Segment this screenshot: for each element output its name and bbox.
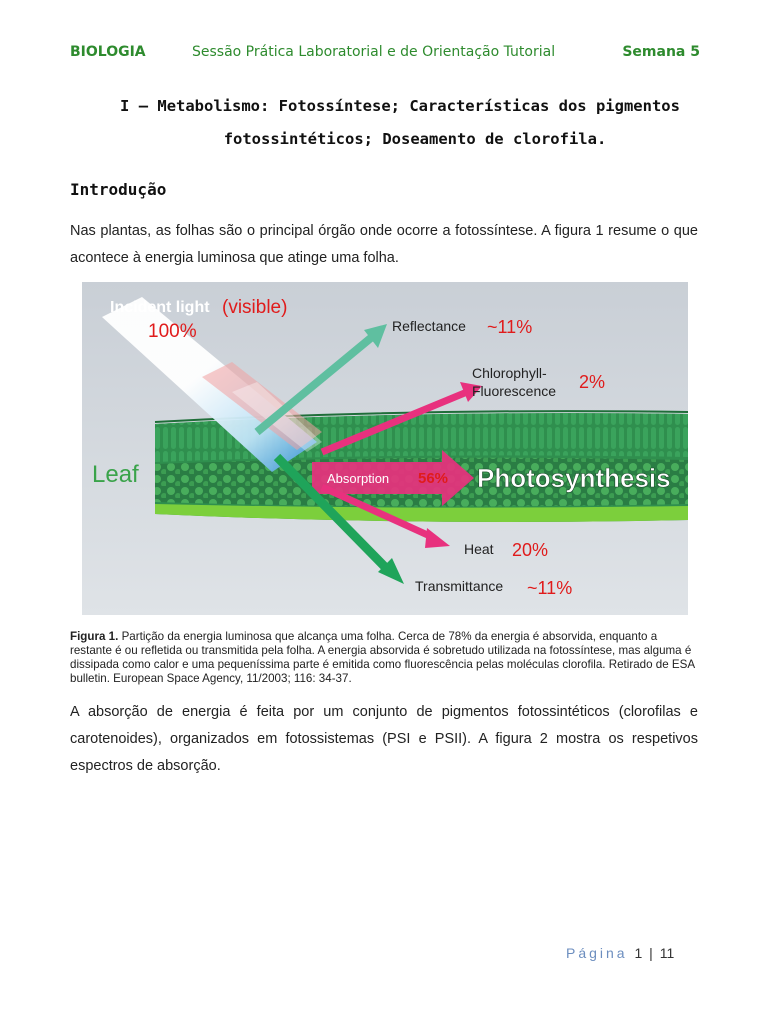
- title-line-2: fotossintéticos; Doseamento de clorofila.: [223, 130, 607, 148]
- page-word: Página: [566, 945, 628, 961]
- header-subject: BIOLOGIA: [70, 44, 146, 60]
- reflectance-percent: ~11%: [487, 317, 533, 337]
- leaf-light-figure: [82, 282, 688, 615]
- caption-label: Figura 1.: [70, 630, 119, 643]
- leaf-label: Leaf: [92, 461, 139, 488]
- fluorescence-label-1: Chlorophyll-: [472, 365, 547, 381]
- header-session: Sessão Prática Laboratorial e de Orientação Tutorial: [192, 44, 556, 60]
- page-number: 1: [634, 945, 643, 961]
- fluorescence-label-2: Fluorescence: [472, 383, 557, 399]
- photosynthesis-label: Photosynthesis: [477, 463, 671, 493]
- document-title: [70, 90, 700, 156]
- heat-percent: 20%: [512, 540, 549, 560]
- title-line-1: I – Metabolismo: Fotossíntese; Características dos pigmentos: [120, 97, 680, 115]
- absorption-percent: 56%: [418, 470, 449, 487]
- intro-paragraph: Nas plantas, as folhas são o principal órgão onde ocorre a fotossíntese. A figura 1 resume o que acontece à energia luminosa que atinge uma folha.: [70, 223, 698, 266]
- caption-text: Partição da energia luminosa que alcança uma folha. Cerca de 78% da energia é absorvida, enquanto a restante é ou refletida ou transmitida pela folha. A energia absorvida é sobretudo utilizada na fotossíntese, mas alguma é dissipada como calor e uma pequeníssima parte é emitida como fluorescência pelas moléculas clorofila. Retirado de ESA bulletin. European Space Agency, 11/2003; 116: 34-37.: [70, 630, 695, 685]
- incident-light-label: Incident light: [110, 299, 210, 316]
- absorption-paragraph: A absorção de energia é feita por um conjunto de pigmentos fotossintéticos (clorofilas e carotenoides), organizados em fotossistemas (PSI e PSII). A figura 2 mostra os respetivos espectros de absorção.: [70, 704, 698, 774]
- figure-caption: [70, 630, 700, 686]
- page-footer: [566, 945, 674, 961]
- page-total: 11: [659, 945, 675, 961]
- heat-label: Heat: [464, 541, 494, 557]
- visible-label: (visible): [222, 297, 288, 318]
- fluorescence-percent: 2%: [579, 372, 606, 392]
- absorption-label: Absorption: [327, 471, 390, 486]
- transmittance-percent: ~11%: [527, 578, 573, 598]
- section-heading: Introdução: [70, 180, 167, 199]
- transmittance-label: Transmittance: [415, 578, 504, 594]
- page-separator: |: [649, 945, 653, 961]
- header-week: Semana 5: [622, 44, 700, 60]
- reflectance-label: Reflectance: [392, 318, 466, 334]
- incident-percent: 100%: [148, 321, 197, 342]
- page-header: [70, 44, 700, 64]
